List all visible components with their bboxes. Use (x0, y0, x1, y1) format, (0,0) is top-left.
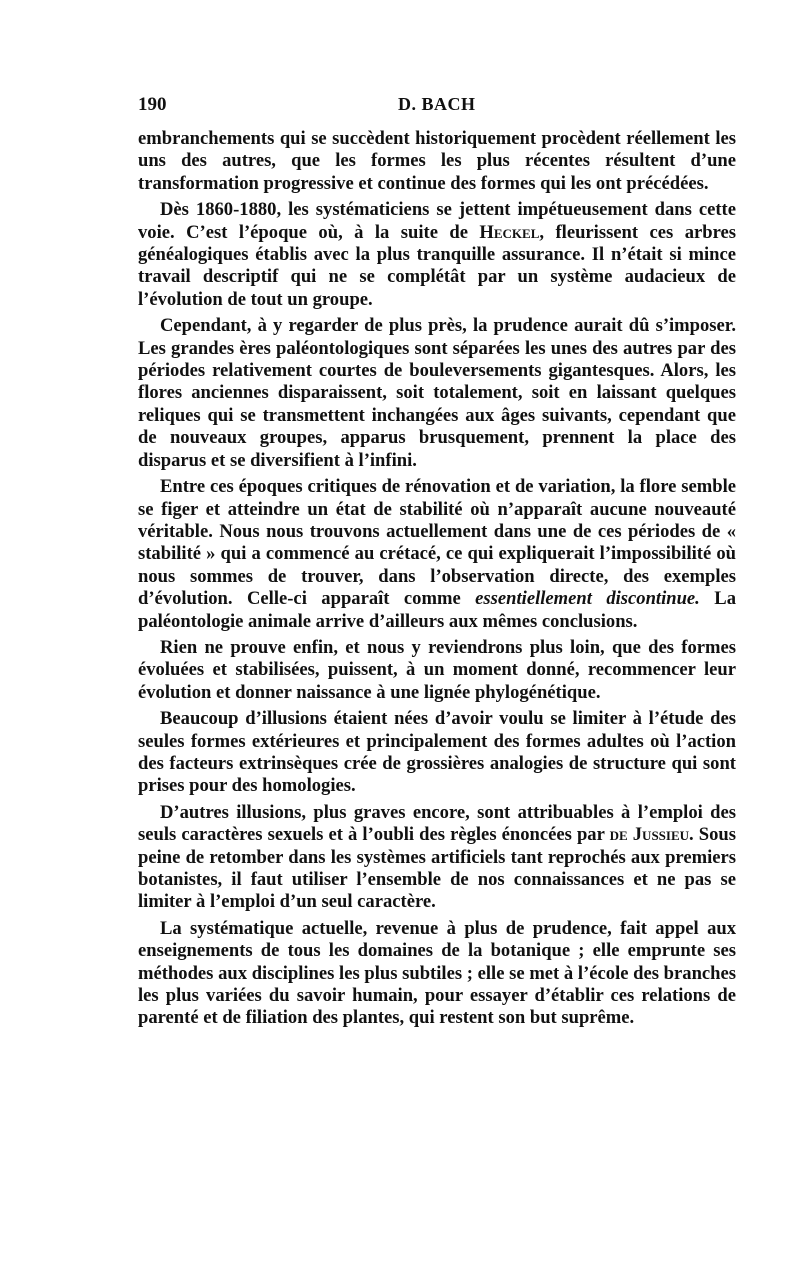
paragraph-7-part-2: . Sous peine de retomber dans les systèmes artificiels tant reprochés aux premiers botanistes, il faut utiliser l’ensemble de nos connaissances et ne pas se limiter à l’emploi d’un seul caractère. (138, 824, 736, 913)
page-header (138, 94, 736, 118)
paragraph-1: embranchements qui se succèdent historiquement procèdent réellement les uns des autres, que les formes les plus récentes résultent d’une transformation progressive et continue des formes qui les ont précédées. (138, 128, 736, 194)
running-head: D. BACH (398, 94, 476, 114)
paragraph-4-emphasis: essentiellement discontinue. (475, 588, 700, 610)
paragraph-7 (138, 802, 736, 914)
paragraph-3: Cependant, à y regarder de plus près, la prudence aurait dû s’imposer. Les grandes ères paléontologiques sont séparées les unes des autres par des périodes relativement courtes de bouleversements gigantesques. Alors, les flores anciennes disparaissent, soit totalement, soit en laissant quelques reliques qui se transmettent inchangées aux âges suivants, cependant que de nouveaux groupes, apparus brusquement, prennent la place des disparus et se diversifient à l’infini. (138, 315, 736, 471)
paragraph-6: Beaucoup d’illusions étaient nées d’avoir voulu se limiter à l’étude des seules formes extérieures et principalement des formes adultes où l’action des facteurs extrinsèques crée de grossières analogies de structure qui sont prises pour des homologies. (138, 708, 736, 797)
paragraph-7-part-1: D’autres illusions, plus graves encore, sont attribuables à l’emploi des seuls caractères sexuels et à l’oubli des règles énoncées par (138, 801, 736, 846)
paragraph-2-part-1: Dès 1860-1880, les systématiciens se jettent impétueusement dans cette voie. C’est l’époque où, à la suite de (138, 199, 736, 243)
paragraph-2 (138, 199, 736, 311)
paragraph-4-part-2: La paléontologie animale arrive d’ailleurs aux mêmes conclusions. (138, 588, 736, 632)
paragraph-4-part-1: Entre ces époques critiques de rénovation et de variation, la flore semble se figer et atteindre un état de stabilité où n’apparaît aucune nouveauté véritable. Nous nous trouvons actuellement dans une de ces périodes de « stabilité » qui a commencé au crétacé, ce qui expliquerait l’impossibilité où nous sommes de trouver, dans l’observation directe, des exemples d’évolution. Celle-ci apparaît comme (138, 476, 736, 610)
paragraph-4 (138, 476, 736, 633)
page-number: 190 (138, 94, 167, 115)
author-name-heckel: Heckel (479, 221, 540, 243)
paragraph-5: Rien ne prouve enfin, et nous y reviendrons plus loin, que des formes évoluées et stabilisées, puissent, à un moment donné, recommencer leur évolution et donner naissance à une lignée phylogénétique. (138, 636, 736, 703)
paragraph-8: La systématique actuelle, revenue à plus de prudence, fait appel aux enseignements de tous les domaines de la botanique ; elle emprunte ses méthodes aux disciplines les plus subtiles ; elle se met à l’école des branches les plus variées du savoir humain, pour essayer d’établir ces relations de parenté et de filiation des plantes, qui restent son but suprême. (138, 917, 736, 1029)
paragraph-2-part-2: , fleurissent ces arbres généalogiques établis avec la plus tranquille assurance. Il n’était si mince travail descriptif qui ne se complétât par un système audacieux de l’évolution de tout un groupe. (138, 221, 736, 310)
author-name-de-jussieu: de Jussieu (609, 824, 690, 846)
text-body (138, 128, 736, 1034)
